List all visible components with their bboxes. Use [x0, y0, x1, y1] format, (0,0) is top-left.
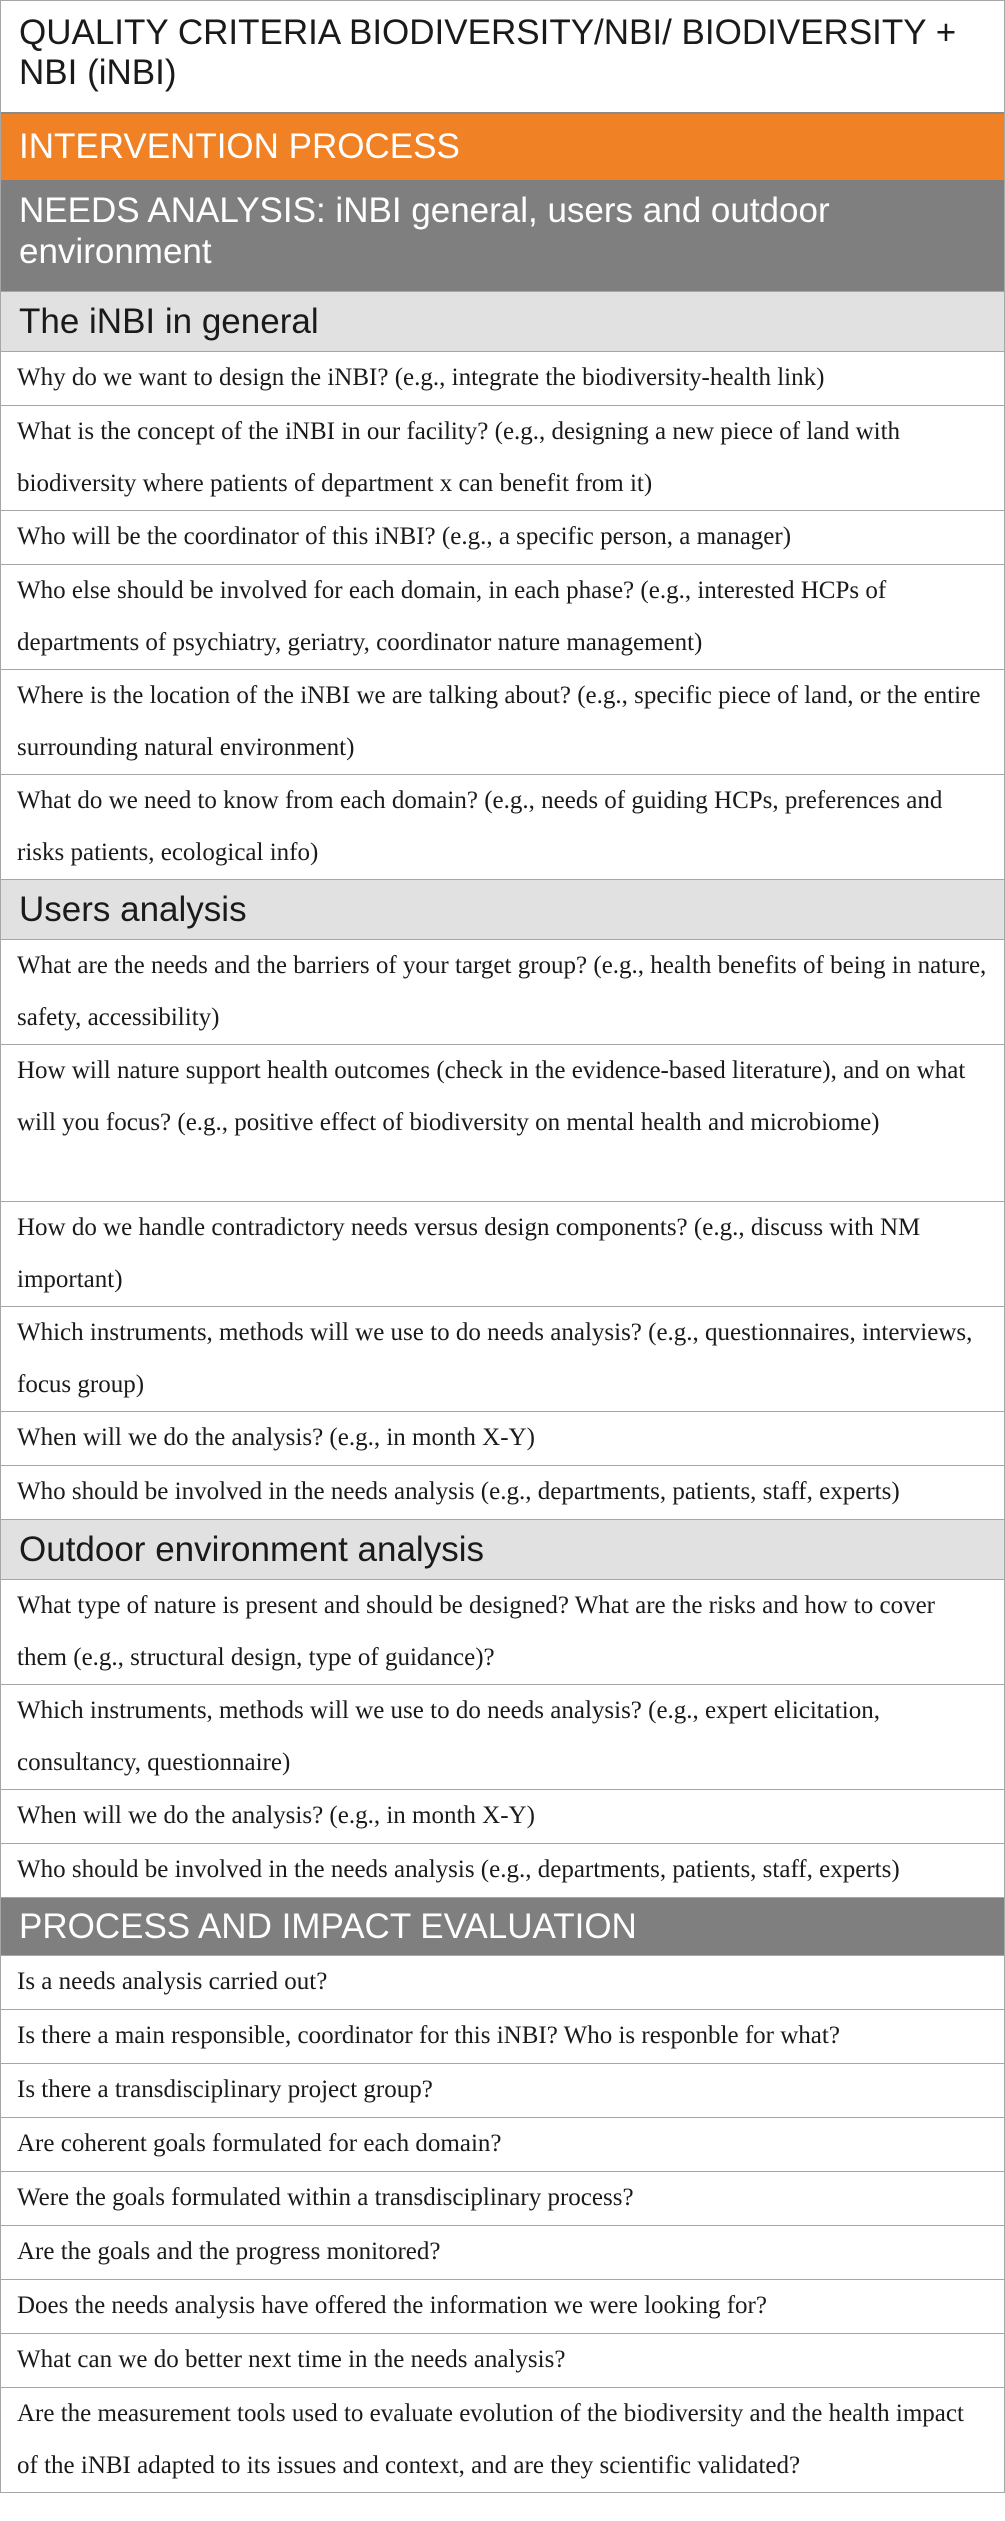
table-row: What do we need to know from each domain? (e.g., needs of guiding HCPs, preferences and risks patients, ecological info) — [1, 775, 1004, 880]
table-row: Who will be the coordinator of this iNBI? (e.g., a specific person, a manager) — [1, 511, 1004, 565]
table-row: What are the needs and the barriers of your target group? (e.g., health benefits of being in nature, safety, accessibility) — [1, 940, 1004, 1045]
table-row: Does the needs analysis have offered the information we were looking for? — [1, 2280, 1004, 2334]
table-row: Who should be involved in the needs analysis (e.g., departments, patients, staff, experts) — [1, 1844, 1004, 1898]
table-title: QUALITY CRITERIA BIODIVERSITY/NBI/ BIODIVERSITY + NBI (iNBI) — [1, 0, 1004, 114]
table-row: Why do we want to design the iNBI? (e.g., integrate the biodiversity-health link) — [1, 352, 1004, 406]
table-row: Were the goals formulated within a transdisciplinary process? — [1, 2172, 1004, 2226]
users-section-heading: Users analysis — [1, 880, 1004, 940]
table-row: What can we do better next time in the needs analysis? — [1, 2334, 1004, 2388]
needs-analysis-header: NEEDS ANALYSIS: iNBI general, users and outdoor environment — [1, 180, 1004, 292]
table-row: When will we do the analysis? (e.g., in month X-Y) — [1, 1790, 1004, 1844]
table-row: Is there a main responsible, coordinator for this iNBI? Who is responble for what? — [1, 2010, 1004, 2064]
table-row: Where is the location of the iNBI we are talking about? (e.g., specific piece of land, or the entire surrounding natural environment) — [1, 670, 1004, 775]
intervention-process-header: INTERVENTION PROCESS — [1, 114, 1004, 180]
table-row: Is a needs analysis carried out? — [1, 1956, 1004, 2010]
table-row: When will we do the analysis? (e.g., in month X-Y) — [1, 1412, 1004, 1466]
general-section-heading: The iNBI in general — [1, 292, 1004, 352]
table-row: Are the measurement tools used to evaluate evolution of the biodiversity and the health impact of the iNBI adapted to its issues and context, and are they scientific validated? — [1, 2388, 1004, 2493]
table-row: Which instruments, methods will we use to do needs analysis? (e.g., expert elicitation, consultancy, questionnaire) — [1, 1685, 1004, 1790]
table-row: Is there a transdisciplinary project group? — [1, 2064, 1004, 2118]
table-row: How do we handle contradictory needs versus design components? (e.g., discuss with NM important) — [1, 1202, 1004, 1307]
table-row: Which instruments, methods will we use to do needs analysis? (e.g., questionnaires, interviews, focus group) — [1, 1307, 1004, 1412]
table-row: How will nature support health outcomes (check in the evidence-based literature), and on what will you focus? (e.g., positive effect of biodiversity on mental health and microbiome) — [1, 1045, 1004, 1202]
outdoor-section-heading: Outdoor environment analysis — [1, 1520, 1004, 1580]
table-row: Are the goals and the progress monitored? — [1, 2226, 1004, 2280]
table-row: Are coherent goals formulated for each domain? — [1, 2118, 1004, 2172]
table-row: What type of nature is present and should be designed? What are the risks and how to cover them (e.g., structural design, type of guidance)? — [1, 1580, 1004, 1685]
table-row: Who else should be involved for each domain, in each phase? (e.g., interested HCPs of departments of psychiatry, geriatry, coordinator nature management) — [1, 565, 1004, 670]
evaluation-header: PROCESS AND IMPACT EVALUATION — [1, 1898, 1004, 1956]
table-row: What is the concept of the iNBI in our facility? (e.g., designing a new piece of land with biodiversity where patients of department x can benefit from it) — [1, 406, 1004, 511]
table-row: Who should be involved in the needs analysis (e.g., departments, patients, staff, experts) — [1, 1466, 1004, 1520]
